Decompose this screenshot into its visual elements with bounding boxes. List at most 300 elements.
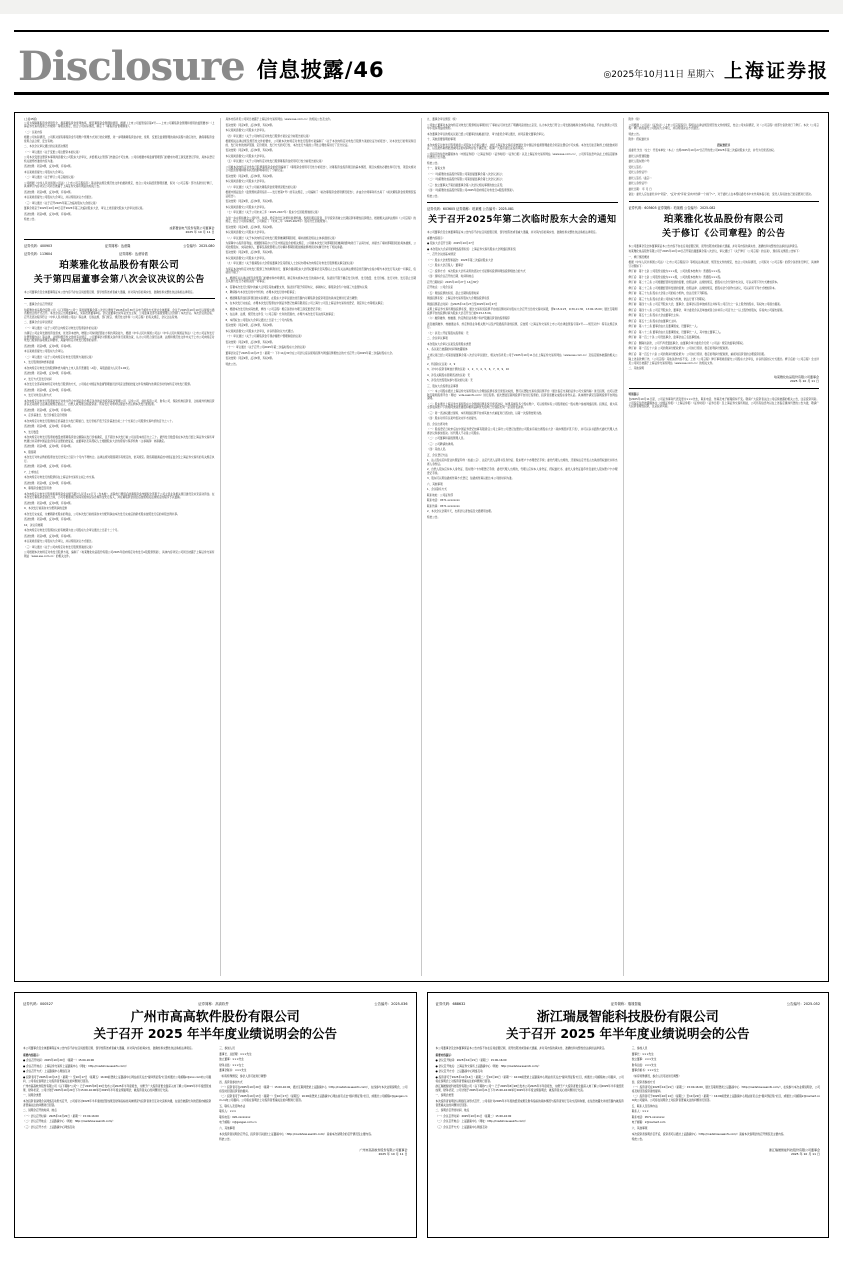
col4-para: 根据《中华人民共和国公司法》《上市公司章程指引》等相关法律法规、规范性文件的规定，结合公司实际情况，公司拟对《公司章程》的部分条款进行修订，具体修订对照如下： xyxy=(628,261,819,268)
bl-important-title: 重要内容提示： xyxy=(23,1053,42,1057)
stock-name-2: 证券简称：达意转债 xyxy=(118,251,148,256)
col2-para: 本议案尚需提交公司股东大会审议。 xyxy=(225,180,267,183)
col3-para: 五、会议登记方法 xyxy=(427,453,448,457)
col3-para: 本次董事会审议的相关议案已经公司董事会战略委员会、审计委员会审议通过，并同意提交董事会审议。 xyxy=(427,132,547,136)
br-rbody-para: 董事长：×××先生 xyxy=(631,1052,654,1056)
col1-section: （三）审议通过《关于公司向特定对象发行股票预案的议案》 xyxy=(24,545,95,549)
col3-para: 采用上海证券交易所网络投票系统，通过交易系统投票平台的投票时间为股东大会召开当日的交易时间段，即9:15-9:25、9:30-11:30、13:00-15:00；通过互联网投票平台的投票时间为股东大会召开当日的9:15-15:00。 xyxy=(427,308,618,315)
col1-section: 表决结果：同意9票，反对0票，弃权0票。 xyxy=(24,501,74,505)
col2-para: 本议案尚需提交公司股东大会审议。 xyxy=(225,256,267,260)
col4-para: 修订后：第一百五十六条 公司的利润分配政策为：公司实行连续、稳定的利润分配政策，重视对投资者的合理投资回报。 xyxy=(628,352,767,356)
col1-section: 本次向特定对象发行股票决议的有效期为自公司股东大会审议通过之日起十二个月。 xyxy=(24,529,120,532)
col2-para: 表决结果：同意9票，反对0票，弃权0票。 xyxy=(225,149,275,152)
col2-para: 根据中国证监会《监管规则适用指引——发行类第7号》的有关规定，公司编制了《前次募集资金使用情况报告》，并由会计师事务所出具了《前次募集资金使用情况鉴证报告》。 xyxy=(225,191,416,198)
bl-left-column xyxy=(23,1047,211,1157)
masthead-date: ◎2025年10月11日 星期六 xyxy=(603,70,714,80)
col4-announcement-title: 珀莱雅化妆品股份有限公司 xyxy=(663,213,784,225)
col4-para: 修订前：第四十八条 公司召开股东大会，董事会、监事会以及单独或者合并持有公司百分之一以上股份的股东，有权向公司提出提案。 xyxy=(628,303,783,306)
col4-para: 修订后：删除该条款，公司不再设置监事会，由董事会审计委员会行使《公司法》规定的监事会职权。 xyxy=(628,341,746,345)
col3-para: （七）涉及公开征集股东投票权：无 xyxy=(427,331,469,335)
col1-para: 二、本次会议审议通过的议案表决情况 xyxy=(24,145,69,148)
col4-para: 二、其他说明 xyxy=(628,367,645,370)
br-stock-code: 证券代码：688632 xyxy=(435,1002,466,1006)
col4-para: 修订前：第十七条 公司股份总数为×××股，公司的股本结构为：普通股×××股。 xyxy=(628,270,723,273)
col1-section: 本次发行全部采取向特定对象发行股票的方式，公司将在中国证券监督管理委员会同意注册的批复文件有效期内选择适当时机向特定对象发行股票。 xyxy=(24,383,193,386)
br-rbody-para: 独立董事：×××先生 xyxy=(631,1058,657,1062)
col1-section: 本次发行完成后，为兼顾新老股东的利益，公司本次发行前的滚存未分配利润由本次发行完成后的新老股东按照发行后的持股比例共享。 xyxy=(24,512,180,516)
col2-para: 董事会决定于2025年10月27日（星期一）下午14点30分在公司会议室以现场投票与网络投票相结合的方式召开公司2025年第二次临时股东大会。 xyxy=(225,351,395,355)
col1-announcement-subtitle: 关于第四届董事会第八次会议决议的公告 xyxy=(33,274,205,285)
col1-section: 表决结果：同意9票，反对0票，弃权0票。 xyxy=(24,425,74,428)
col1-para: 董事会同意于2025年10月28日召开2025年第三次临时股东大会，审议上述需提交股东大会审议的议案。 xyxy=(24,207,145,210)
col1-section: 本次向特定对象发行的股票将在上海证券交易所主板上市交易。 xyxy=(24,476,97,479)
col2-body xyxy=(226,118,417,366)
masthead-paper-name: 上海证券报 xyxy=(723,60,829,82)
column-4 xyxy=(623,118,825,976)
col3-para: （四）其他人员。 xyxy=(427,448,448,451)
col4-footer-text: 自2025年10月11日起，公司证券事务代表变更为×××先生，联系电话、传真及电子邮箱保持不变。敬请广大投资者关注公司后续披露的相关公告，注意投资风险。公司指定信息披露媒体为《中国证券报》《上海证券报》《证券时报》《证券日报》及上海证券交易所网站，公司所有信息均以在上述指定媒体刊登的公告为准，敬请广大投资者理性投资，注意投资风险。 xyxy=(628,398,819,408)
col3-announcement-title: 关于召开2025年第二次临时股东大会的通知 xyxy=(427,215,617,225)
bl-rbody-para: 本次投资者说明会召开后，投资者可以通过上证路演中心（http://roadshow.sseinfo.com/）查看本次说明会的召开情况及主要内容。 xyxy=(219,1132,374,1136)
col3-para: （三）投票方式：本次股东大会所采用的表决方式是现场投票和网络投票相结合的方式 xyxy=(427,269,526,273)
col2-para: 本议案尚需提交公司股东大会审议，并以特别决议方式通过。 xyxy=(225,329,296,333)
bl-body-para: （一）会议召开时间：2025年10月20日（星期一）15:00-16:00 xyxy=(23,1114,99,1118)
col3-para: 1、会议联系方式 xyxy=(427,488,447,491)
col3-para: （五）网络投票的系统、起止日期和投票时间 xyxy=(427,291,479,295)
col2-para: 表决结果：同意9票，反对0票，弃权0票。 xyxy=(225,357,275,360)
col4-para: 委托人签名（盖章）： xyxy=(628,176,654,180)
col3-para: （一）本公司股东通过上海证券交易所股东大会网络投票系统行使表决权的，既可以登陆交易系统投票平台（通过指定交易的证券公司交易终端）进行投票，也可以登陆互联网投票平台（网址：vote.sseinfo.com）进行投票。首次登陆互联网投票平台进行投票的，投资者需要完成股东身份认证。具体操作请见互联网投票平台网站说明。 xyxy=(427,390,618,400)
br-rbody-para: （一）投资者可在2025年10月21日（星期二）15:00-16:00，通过互联网登录上证路演中心（http://roadshow.sseinfo.com/），在线参与本次业绩说明会，公司将及时回答投资者的提问。 xyxy=(631,1086,820,1093)
col3-codes-text: 证券代码：603605 证券简称：珀莱雅 公告编号：2025-081 xyxy=(427,207,514,211)
col1-section: 本次向特定对象发行的股票种类为境内上市人民币普通股（A股），每股面值为人民币1.00元。 xyxy=(24,366,132,370)
br-rbody-para: 电子邮箱：ir@rssmart.com xyxy=(631,1121,666,1125)
col3-para: 召开日期时间：2025年10月27日 14点30分 xyxy=(427,280,479,284)
col3-para: 1、各议案已披露的时间和披露媒体 xyxy=(427,348,468,351)
col1-section: 为满足公司业务发展的资金需求，优化资本结构，增强公司持续经营能力和抗风险能力，根据《中华人民共和国公司法》《中华人民共和国证券法》《上市公司证券发行注册管理办法》等法律、法规和规范性文件的有关规定，公司董事会对照相关条件进行逐项自查，认为公司符合现行法律、法规和规范性文件中关于上市公司向特定对象发行股票的各项规定和要求，具备向特定对象发行股票的条件。 xyxy=(24,332,215,342)
bl-disclaimer: 本公司董事会及全体董事保证本公告内容不存在任何虚假记载、误导性陈述或者重大遗漏，并对其内容的真实性、准确性和完整性依法承担法律责任。 xyxy=(23,1047,195,1050)
col3-para: （三）公司聘请的律师。 xyxy=(427,442,456,446)
col2-para: 本议案尚需提交公司股东大会审议。 xyxy=(225,129,267,132)
col2-para: （九）审议通过《关于提请股东大会授权董事会及其授权人士全权办理本次向特定对象发行股票相关事宜的议案》 xyxy=(225,262,356,265)
br-left-column xyxy=(436,1047,624,1157)
col1-section: 9、本次发行前滚存未分配利润的安排 xyxy=(24,507,68,510)
col1-para: （二）审议通过《关于修订公司章程的议案》 xyxy=(24,176,76,179)
col3-para: 网络投票起止时间：自2025年10月27日至2025年10月27日 xyxy=(427,302,498,306)
col1-section: 本次向特定对象发行股票的发行对象为符合中国证监会规定条件的证券投资基金管理公司、证券公司、信托投资公司、财务公司、保险机构投资者、合格境外机构投资者以及其他符合法律法规规定的法人、自然人或其他合格投资者。所有发行对象均以现金方式认购本次发行的股票。 xyxy=(24,399,215,406)
br-rbody-para: （如有特殊情况，参会人员可能进行调整） xyxy=(631,1074,682,1078)
col4-para: 修订后：第十七条 公司股份总数为×××股，公司的股本结构为：普通股×××股。 xyxy=(628,275,723,279)
col4-para: 兹委托 先生（女士）代表本单位（本人）出席2025年10月27日召开的贵公司2025年第二次临时股东大会，并代为行使表决权。 xyxy=(628,149,777,152)
col1-para: 公司本次变更注册资本事项尚需提交公司股东大会审议，并经相关主管部门核准后方可生效。公司将根据市场监督管理部门的要求办理工商变更登记手续，具体以登记机关最终核准的内容为准。 xyxy=(24,156,215,163)
br-body-para: 二、说明会召开的时间、地点 xyxy=(435,1109,470,1113)
col3-para: 3、对中小投资者单独计票的议案：1、2、3、4、5、6、7、8、9、10 xyxy=(427,368,510,371)
col3-para: 4、涉及关联股东回避表决的议案：无 xyxy=(427,373,471,377)
col3-para: 一、召开会议的基本情况 xyxy=(427,253,456,256)
newspaper-page xyxy=(0,14,843,1268)
col3-security-codes xyxy=(427,207,618,212)
col2-para: 1、根据有关法律法规及监管部门的要求和市场情况，制定和实施本次发行的具体方案，包括但不限于确定发行时机、发行数量、发行价格、发行对象、发行起止日期及其他与发行方案相关的一切事宜； xyxy=(225,276,416,283)
col3-para: 3、股东可以用信函或传真方式登记，信函或传真以抵达本公司的时间为准。 xyxy=(427,477,515,480)
masthead xyxy=(14,14,829,95)
bl-bullet: ● 投资者可于2025年10月13日（星期一）至10月17日（星期五）16:00前登录上证路演中心网站首页点击"提问预征集"栏目或通过公司邮箱ir@xxx.com向公司提问，公司将在说明会上对投资者普遍关注的问题进行回答。 xyxy=(23,1075,212,1083)
col3-para: （三）独立董事关于第四届董事会第八次会议相关事项的独立意见； xyxy=(427,183,505,187)
bl-body-para: 二、说明会召开的时间、地点 xyxy=(23,1109,57,1113)
br-bullet: ● 会议召开时间：2025年10月21日（星期二）15:00-16:00 xyxy=(435,1059,507,1063)
bottom-right-announcement xyxy=(427,992,830,1238)
col1-section: 表决结果：同意9票，反对0票，弃权0票。 xyxy=(24,344,74,348)
col1-section: 1、发行股票的种类和面值 xyxy=(24,361,55,364)
col3-para: 公司独立董事对本次向特定对象发行股票相关事项进行了事前认可并发表了明确同意的独立意见，认为本次发行符合公司发展战略和全体股东利益，不存在损害公司及中小股东利益的情形。 xyxy=(427,123,618,130)
col3-para: 1、法人股东应持营业执照复印件（加盖公章）、法定代表人证明书及身份证、股东账户卡办理登记手续；委托代理人出席的，还须持法定代表人出具的授权委托书和出席人身份证。 xyxy=(427,459,618,466)
col1-section: 表决结果：同意9票，反对0票，弃权0票。 xyxy=(24,408,74,412)
br-rbody-para: 联系电话：0571-xxxxxxxx xyxy=(631,1115,665,1119)
column-2 xyxy=(220,118,422,976)
col2-para: 表决结果：同意9票，反对0票，弃权0票。 xyxy=(225,324,275,327)
col4-proxy-title: 授权委托书 xyxy=(717,143,731,147)
br-body-para: （三）会议召开方式：上证路演中心网络互动 xyxy=(435,1125,488,1129)
bl-body-para: 本次投资者说明会以网络互动形式召开，公司将针对2025年半年度的经营成果及财务指标的具体情况与投资者进行互动交流和沟通，在信息披露允许的范围内就投资者普遍关注的问题进行回答。 xyxy=(23,1099,212,1107)
col1-announcement-title: 珀莱雅化妆品股份有限公司 xyxy=(59,259,180,271)
col4-codes-text: 证券代码：603605 证券简称：珀莱雅 公告编号：2025-082 xyxy=(628,205,716,210)
col1-section: （二）审议通过《关于公司向特定对象发行股票方案的议案》 xyxy=(24,355,95,359)
bottom-announcements-row xyxy=(14,992,829,1238)
col1-signature-date: 2025 年 10 月 11 日 xyxy=(185,230,215,234)
col3-para: 特此公告。 xyxy=(427,515,440,519)
col2-para: 4、根据募集资金投资项目的实际情况，在股东大会审议通过的范围内对募集资金投资项目的具体安排进行适当调整； xyxy=(225,296,360,300)
col3-para: 四、会议出席对象 xyxy=(427,422,448,426)
bl-rbody-para: 财务总监：×××女士 xyxy=(219,1063,244,1067)
col1-section: 表决结果：同意9票，反对0票，弃权0票。 xyxy=(24,481,74,485)
col1-signature-company: 成都置信电气股份有限公司董事会 xyxy=(169,225,215,230)
br-bullet: ● 会议召开方式：上证路演中心网络互动 xyxy=(435,1070,483,1074)
col1-divider-1 xyxy=(24,239,215,240)
col3-para: 特此公告。 xyxy=(427,161,440,165)
col4-announcement-subtitle: 关于修订《公司章程》的公告 xyxy=(661,228,786,239)
bl-body-para: 一、说明会类型 xyxy=(23,1094,42,1098)
col1-sections xyxy=(24,303,215,558)
stock-code-2: 证券代码：113604 xyxy=(24,251,53,256)
bl-rbody-para: 四、投资者参加方式 xyxy=(219,1080,243,1084)
notice-number: 公告编号：2025-080 xyxy=(183,243,215,248)
col1-section: （一）审议通过《关于公司符合向特定对象发行股票条件的议案》 xyxy=(24,326,100,330)
col4-divider-2 xyxy=(629,388,820,389)
col4-body-2 xyxy=(629,245,820,371)
main-article-block xyxy=(14,112,829,982)
col4-para: 委托人持普通股数： xyxy=(628,154,652,158)
column-1 xyxy=(19,118,220,976)
br-body-para: 一、说明会类型 xyxy=(435,1094,454,1098)
col4-signature-company: 珀莱雅化妆品股份有限公司董事会 xyxy=(773,374,819,379)
bl-rbody-para: 三、参加人员 xyxy=(219,1047,235,1050)
col3-para: 十、其他需要说明的事项 xyxy=(427,138,456,141)
col1-section: 珀莱雅化妆品股份有限公司（以下简称"公司"）第四届董事会第八次会议通知于2025年9月30日以电子邮件方式送达全体董事，会议于2025年10月10日以现场与通讯相结合的方式召开。本次会议应出席董事9名，实际出席董事9名。会议由董事长侯军呈先生主持，公司监事及部分高级管理人员列席了本次会议。本次会议的召集、召开及表决程序符合《中华人民共和国公司法》等法律、行政法规、部门规章、规范性文件和《公司章程》的有关规定，会议合法有效。 xyxy=(24,308,215,319)
col4-para: 公司根据《公司法》《证券法》《上市公司章程指引》等相关法律法规及规范性文件的规定，结合公司实际情况，对《公司章程》的部分条款进行了修订。本次《公司章程》修订尚需提交公司股东大会审议，并以特别决议方式通过。 xyxy=(628,123,819,130)
bottom-left-announcement xyxy=(14,992,417,1238)
col1-para: 本议案尚需提交公司股东大会审议，并以特别决议方式通过。 xyxy=(24,196,95,199)
br-bullet: ● 会议召开地点：上海证券交易所上证路演中心（网址：http://roadshow.sseinfo.com/） xyxy=(435,1064,541,1068)
col2-para: （六）审议通过《关于公司前次募集资金使用情况报告的议案》 xyxy=(225,185,299,189)
col4-body xyxy=(629,118,820,197)
bl-body-para: 广州市高高软件股份有限公司（以下简称"公司"）已于2025年8月29日发布公司2025年半年度报告，为便于广大投资者更全面深入地了解公司2025年半年度经营成果、财务状况，公司计划于2025年10月20日下午15:00-16:00举行2025年半年度业绩说明会，就投资者关心的问题进行交流。 xyxy=(23,1085,212,1092)
col4-para: 一、修订情况概述 xyxy=(628,255,650,259)
col4-para: 委托日期： 年 月 日 xyxy=(628,187,652,191)
col4-para: 受托人签名： xyxy=(628,165,645,169)
br-right-column xyxy=(632,1047,820,1157)
bl-announcement-title: 关于召开 2025 年半年度业绩说明会的公告 xyxy=(93,1026,337,1041)
col1-signature xyxy=(24,226,215,235)
col1-continued-note: (上接45版) xyxy=(24,118,38,121)
col1-security-codes-1 xyxy=(24,244,215,249)
col3-para: 涉及融资融券、转融通业务、约定购回业务相关账户以及沪股通投资者的投票，应按照《上海证券交易所上市公司自律监管指引第1号——规范运作》等有关规定执行。 xyxy=(427,322,618,329)
bl-body-para: （三）会议召开方式：上证路演中心网络互动 xyxy=(23,1125,75,1129)
masthead-section-number: /46 xyxy=(344,58,385,82)
col1-para: 公司为保障募集资金使用安全，提高募集资金使用效率，规范募集资金管理和使用，根据《上市公司监管指引第2号——上市公司募集资金管理和使用的监管要求》《上海证券交易所股票上市规则》等相关规定，结合公司实际情况，制定了《募集资金管理制度》。 xyxy=(24,121,215,128)
col1-section: 表决结果：同意9票，反对0票，弃权0票。 xyxy=(24,465,74,468)
col4-para: 修订前：第三十九条 股东大会是公司的权力机构，依法行使下列职权。 xyxy=(628,292,710,295)
col2-para: 表决结果：同意9票，反对0票，弃权0票。 xyxy=(225,123,275,127)
br-signature xyxy=(632,1148,820,1157)
bl-signature-date: 2025 年 10 月 11 日 xyxy=(378,1152,408,1157)
col1-section: 表决结果：同意9票，反对0票，弃权0票。 xyxy=(24,388,74,392)
col3-para: （二）股东通过上海证券交易所股东大会网络投票系统行使表决权，如果其拥有多个股东账户，可以使用持有公司股票的任一股东账户参加网络投票。投票后，视为其全部股东账户下的相同类别普通股和相同品种优先股均已分别投出同一意见的表决票。 xyxy=(427,402,618,409)
bl-rbody-para: 董事会秘书：×××先生 xyxy=(219,1069,247,1073)
col1-section: 本议案尚需提交公司股东大会审议，并以特别决议方式通过。 xyxy=(24,540,95,543)
col3-para: 六、其他事项 xyxy=(427,482,443,486)
col4-para: 除上述条款修订外，《公司章程》其他条款内容不变。上述《公司章程》修订事项尚需提交公司股东大会审议，并以特别决议方式通过。修订后的《公司章程》全文详见公司同日披露于上海证券交易所网站（www.sse.com.cn）的相关文件。 xyxy=(628,358,819,365)
bl-rbody-para: 电子邮箱：ir@gaogao.com.cn xyxy=(219,1121,257,1125)
col3-body-2 xyxy=(427,231,618,519)
bl-right-column xyxy=(219,1047,407,1157)
col4-para: 修订前：第八十二条 董事会由九名董事组成，设董事长一人。 xyxy=(628,325,700,328)
col4-para: 修订后：第二十三条 公司根据经营和发展的需要，依照法律、法规的规定，经股东会分别作出决议，可以采用下列方式增加资本。 xyxy=(628,286,778,290)
col2-para: （四）审议通过《关于公司向特定对象发行股票方案论证分析报告的议案》 xyxy=(225,134,312,138)
col3-para: （二）《珀莱雅化妆品股份有限公司第四届监事会第七次会议决议》； xyxy=(427,178,505,181)
col1-section: 本次向特定对象发行股票拟募集资金总额不超过人民币××万元（含本数），扣除发行费用后的募集资金净额拟全部用于公司主营业务相关项目建设及补充流动资金。在本次发行募集资金到位之前，公司可根据项目实际进度情况以自筹资金先行投入，并在募集资金到位后按照相关法规规定的程序予以置换。 xyxy=(24,492,215,499)
col4-divider-1 xyxy=(629,201,820,202)
column-3 xyxy=(421,118,623,976)
col2-para: （七）审议通过《关于公司未来三年（2025-2027年）股东分红回报规划的议案》 xyxy=(225,211,321,214)
col3-para: 本次向特定对象发行股票尚需公司股东大会审议通过，并经上海证券交易所审核通过及中国证券监督管理委员会同意注册后方可实施。本次发行能否取得上述批准或同意，以及最终取得批准或同意的时间均存在不确定性，敬请广大投资者注意投资风险。 xyxy=(427,143,618,150)
col1-section: 表决结果：同意9票，反对0票，弃权0票。 xyxy=(24,518,74,521)
col1-disclaimer: 本公司董事会及全体董事保证本公告内容不存在任何虚假记载、误导性陈述或者重大遗漏，并对其内容的真实性、准确性和完整性依法承担法律责任。 xyxy=(24,290,196,294)
br-body-para: 本次投资者说明会以网络互动形式召开，公司将针对2025年半年度的经营成果及财务指标的具体情况与投资者进行互动交流和沟通，在信息披露允许的范围内就投资者普遍关注的问题进行回答。 xyxy=(435,1099,624,1107)
col4-para: 修订前：第五十二条 股东大会由董事长主持。 xyxy=(628,314,682,317)
col2-para: 7、在法律、法规、规范性文件及《公司章程》允许的范围内，办理与本次发行有关的其他事宜； xyxy=(225,313,337,316)
col2-para: 具体内容详见公司同日披露于上海证券交易所网站（www.sse.com.cn）的相关公告及文件。 xyxy=(225,118,333,121)
col3-para: （一）股东大会类型和届次：2025年第二次临时股东大会 xyxy=(427,258,494,262)
col1-section: 本次向特定对象发行股票的数量按照募集资金总额除以发行价格确定，且不超过本次发行前公司总股本的百分之三十。最终发行数量将在本次发行经上海证券交易所审核通过并获得中国证监会同意注册的批复后，由董事会及其授权人士根据股东大会的授权与保荐机构（主承销商）协商确定。 xyxy=(24,436,215,443)
col1-para: 特此公告。 xyxy=(24,218,37,221)
col1-section: 本次向特定对象发行股票的定价基准日为发行期首日，发行价格不低于定价基准日前二十个交易日公司股票交易均价的百分之八十。 xyxy=(24,419,175,423)
col2-para: （十）审议通过《关于公司募集资金专项存储账户管理制度的议案》 xyxy=(225,335,304,338)
col3-para: 联系传真：0571-xxxxxxxx xyxy=(427,504,460,508)
col1-body xyxy=(24,122,215,222)
bl-bullet: ● 会议召开方式：上证路演中心网络互动 xyxy=(23,1070,71,1074)
col2-para: 为进一步完善和健全公司科学、持续、稳定的分红决策和监督机制，积极回报投资者，引导投资者树立长期投资和理性投资理念，根据相关法律法规和《公司章程》的规定，结合公司实际情况，公司制定了《未来三年（2025-2027年）股东分红回报规划》。 xyxy=(225,216,416,223)
br-body-para: （一）会议召开时间：2025年10月21日（星期二）15:00-16:00 xyxy=(435,1114,512,1118)
col3-para: （四）《珀莱雅化妆品股份有限公司2025年度向特定对象发行A股股票预案》。 xyxy=(427,189,516,192)
col2-para: 表决结果：同意9票，反对0票，弃权0票。 xyxy=(225,225,275,229)
col2-para: 特此公告。 xyxy=(225,362,239,366)
bl-signature-company: 广州市高高软件股份有限公司董事会 xyxy=(359,1147,408,1152)
col4-para: 修订后：第四十八条 公司召开股东会，董事会、审计委员会以及单独或者合并持有公司百分之一以上股份的股东，有权向公司提出提案。 xyxy=(628,308,785,312)
col1-security-codes-2 xyxy=(24,252,215,257)
col1-section: 二、董事会会议审议情况 xyxy=(24,321,53,324)
col2-para: （五）审议通过《关于公司向特定对象发行股票募集资金使用可行性分析报告的议案》 xyxy=(225,160,325,163)
bl-rbody-para: （二）投资者可于2025年10月13日（星期一）至10月17日（星期五）16:00前登录上证路演中心网站首页点击"提问预征集"栏目，或通过公司邮箱ir@gaogao.com.cn向公司提问。公司将在说明会上对投资者普遍关注的问题进行回答。 xyxy=(219,1095,408,1102)
col1-para: 表决结果：同意9票，反对0票，弃权0票。 xyxy=(24,212,74,216)
col3-para: 十一、备查文件 xyxy=(427,167,446,170)
col3-para: 2、自然人股东应持本人身份证、股东账户卡办理登记手续；委托代理人出席的，代理人应持本人身份证、授权委托书、委托人身份证复印件及委托人股东账户卡办理登记手续。 xyxy=(427,468,618,475)
col4-para: 备注：委托人应在委托书中"同意"、"反对"或"弃权"意向中选择一个并打"√"，对于委托人在本授权委托书中未作具体指示的，受托人有权按自己的意愿进行表决。 xyxy=(628,193,814,196)
br-notice-number: 公告编号：2025-052 xyxy=(786,1002,820,1006)
col4-para: 附件：授权委托书 xyxy=(628,138,650,141)
col4-security-codes xyxy=(629,206,820,211)
br-rbody-para: 财务总监：×××先生 xyxy=(631,1063,657,1067)
col3-para: 2、特别决议议案：2、9 xyxy=(427,362,456,366)
col3-para: （四）股东对所有议案均表决完毕才能提交。 xyxy=(427,417,479,420)
bl-rbody-para: （一）投资者可在2025年10月20日（星期一）15:00-16:00，通过互联网登录上证路演中心（http://roadshow.sseinfo.com/），在线参与本次业绩说明会，公司将及时回答投资者的提问。 xyxy=(219,1086,408,1093)
br-signature-company: 浙江瑞晟智能科技股份有限公司董事会 xyxy=(768,1147,820,1152)
col1-para: 表决结果：同意9票，反对0票，弃权0票。 xyxy=(24,165,74,168)
bl-signature xyxy=(219,1148,407,1157)
col3-para: （一）《珀莱雅化妆品股份有限公司第四届董事会第八次会议决议》； xyxy=(427,172,505,176)
col3-para: 本公司董事会及全体董事保证本公告内容不存在任何虚假记载、误导性陈述或者重大遗漏，并对其内容的真实性、准确性和完整性依法承担法律责任。 xyxy=(427,231,599,234)
col4-footer-note xyxy=(629,393,820,409)
br-stock-name: 证券简称：瑞晟智能 xyxy=(610,1002,642,1006)
bl-rbody-para: 联系电话：020-xxxxxxxx xyxy=(219,1115,251,1119)
br-rbody-para: 六、其他事项 xyxy=(631,1126,648,1130)
col4-para: 修订后：第三十九条 股东会是公司的权力机构，依法行使下列职权。 xyxy=(628,297,708,301)
col3-para: （六）融资融券、转融通、约定购回业务账户和沪股通投资者的投票程序 xyxy=(427,317,510,320)
bl-security-codes xyxy=(23,1002,408,1007)
br-important-title: 重要内容提示： xyxy=(435,1053,454,1057)
col3-para: 本次股东大会审议议案及投票股东类型 xyxy=(427,342,472,346)
col2-para: 公司就本次向特定对象发行股票募集资金的使用编制了《募集资金使用可行性分析报告》，对募集资金投资项目的基本情况、项目实施的必要性和可行性、项目实施对公司经营管理和财务状况的影响等进行了分析论证。 xyxy=(225,165,416,172)
col4-para: 修订前：第一百五十六条 公司的利润分配政策为：公司实行连续、稳定的利润分配政策。 xyxy=(628,347,731,350)
bl-rbody-para: 独立董事：×××先生 xyxy=(219,1058,244,1062)
col4-para: 修订后：第五十二条 股东会由董事长主持。 xyxy=(628,319,679,323)
col2-para: 8、本授权自公司股东大会审议通过之日起十二个月内有效。 xyxy=(225,318,295,322)
col4-para: 委托人身份证号： xyxy=(628,182,650,185)
col1-para: （三）审议通过《关于召开2025年第三次临时股东大会的议案》 xyxy=(24,201,99,205)
col3-para: 公司指定的信息披露媒体为《中国证券报》《上海证券报》《证券时报》《证券日报》以及上海证券交易所网站（www.sse.com.cn），公司所有信息均以在上述指定媒体刊登的公告为准。 xyxy=(427,152,618,159)
col3-para: 上述议案已经公司第四届董事会第八次会议审议通过，相关内容详见公司于2025年10月11日在上海证券交易所网站（www.sse.com.cn）及指定媒体披露的相关公告。 xyxy=(427,353,618,360)
col1-section: 7、上市地点 xyxy=(24,470,39,474)
col2-para: 2、签署本次发行过程中的重大合同及其他重要文件，包括但不限于保荐协议、承销协议、募集资金专户存储三方监管协议等； xyxy=(225,285,370,289)
bl-bullet: ● 会议召开时间：2025年10月20日（星期一）15:00-16:00 xyxy=(23,1059,95,1063)
col4-signature-date: 2025 年 10 月 11 日 xyxy=(789,379,819,383)
col3-para: （四）现场会议召开的日期、时间和地点 xyxy=(427,275,474,278)
col1-section: 一、董事会会议召开情况 xyxy=(24,303,53,306)
br-rbody-para: 特此公告。 xyxy=(631,1138,645,1142)
col1-section: 2、发行方式及发行时间 xyxy=(24,377,52,381)
col2-para: 表决结果：同意9票，反对0票，弃权0票。 xyxy=(225,340,275,344)
col2-para: 表决结果：同意9票，反对0票，弃权0票。 xyxy=(225,251,275,254)
br-disclaimer: 本公司董事会及全体董事保证本公告内容不存在任何虚假记载、误导性陈述或者重大遗漏，并对其内容的真实性、准确性和完整性依法承担法律责任。 xyxy=(435,1047,607,1050)
col2-para: 为保障中小投资者利益，根据国务院办公厅及中国证监会的相关规定，公司就本次发行对即期回报摊薄的影响进行了认真分析，并提出了填补即期回报的具体措施，公司控股股东、实际控制人、董事及高级管理人员对填补即期回报措施能够得到切实履行作出了相关承诺。 xyxy=(225,242,416,249)
col1-section: 8、募集资金数量及用途 xyxy=(24,487,52,490)
br-security-codes xyxy=(436,1002,821,1007)
col3-para: 网络投票系统：上海证券交易所股东大会网络投票系统 xyxy=(427,297,490,300)
col2-para: 表决结果：同意9票，反对0票，弃权0票。 xyxy=(225,174,275,178)
col3-para: ● 股东大会召开日期：2025年10月27日 xyxy=(427,242,475,245)
col2-para: 根据相关法律法规及规范性文件的要求，公司就本次向特定对象发行股票方案编制了《关于本次向特定对象发行股票方案的论证分析报告》，对本次发行的背景和目的、发行对象的选择范围、定价原则、发行方式的可行性、本次发行方案的公平性合理性等进行了充分论证。 xyxy=(225,140,416,147)
col1-divider-2 xyxy=(24,298,215,299)
col2-para: 为保证本次向特定对象发行股票工作的顺利进行，董事会提请股东大会授权董事会及其授权人士在有关法律法规规定的范围内全权办理与本次发行有关的一切事宜，包括但不限于： xyxy=(225,267,416,274)
col2-para: 6、根据本次发行的实际结果，修改《公司章程》相应条款并办理工商变更登记手续； xyxy=(225,307,324,311)
bl-rbody-para: （如有特殊情况，参会人员可能进行调整） xyxy=(219,1074,269,1078)
col3-body xyxy=(427,118,618,198)
col1-para: 根据公司实际情况，公司拟对现有募集资金专项账户管理方式进行优化调整，进一步明确募集资金存放、使用、变更及监督管理的具体流程与责任划分，确保募集资金使用合法合规、安全有效。 xyxy=(24,136,215,143)
col3-para: 九、董事会审议情况（续） xyxy=(427,118,459,121)
col2-para: （十一）审议通过《关于召开公司2025年第二次临时股东大会的议案》 xyxy=(225,346,308,349)
col4-para: 受托人身份证号： xyxy=(628,171,650,174)
col1-section: 表决结果：同意9票，反对0票，弃权0票。 xyxy=(24,445,74,448)
bl-notice-number: 公告编号：2025-036 xyxy=(374,1002,408,1006)
col1-section: 10、决议有效期 xyxy=(24,523,43,527)
br-rbody-para: 本次投资者说明会召开后，投资者可以通过上证路演中心（http://roadshow.sseinfo.com/）查看本次说明会的召开情况及主要内容。 xyxy=(631,1132,786,1136)
br-announcement-title: 关于召开 2025 年半年度业绩说明会的公告 xyxy=(506,1026,750,1041)
br-body-para: （二）会议召开地点：上证路演中心（网址：http://roadshow.sseinfo.com/） xyxy=(435,1120,528,1124)
col3-para: 三、股东大会投票注意事项 xyxy=(427,384,459,388)
col1-section: 3、发行对象及认购方式 xyxy=(24,394,52,397)
col3-para: （一）股权登记日收市后在中国证券登记结算有限责任公司上海分公司登记在册的公司股东有权出席股东大会（具体情况详见下表），并可以以书面形式委托代理人出席会议和参加表决。该代理人不必是公司股东。 xyxy=(427,428,618,435)
masthead-chinese-title xyxy=(257,54,385,86)
bl-rbody-para: 五、联系人及咨询办法 xyxy=(219,1104,246,1108)
col1-para: 表决结果：同意9票，反对0票，弃权0票。 xyxy=(24,190,74,194)
col3-para: 2、本次会议会期半天，出席会议者食宿及交通费用自理。 xyxy=(427,510,494,513)
col3-para: 5、涉及优先股股东参与表决的议案：无 xyxy=(427,379,473,382)
br-rbody-para: 联系人：××× xyxy=(631,1110,649,1114)
br-rbody-para: 三、参加人员 xyxy=(631,1047,648,1050)
col3-divider-1 xyxy=(427,202,618,203)
col2-para: 本议案尚需提交公司股东大会审议。 xyxy=(225,154,267,158)
col2-para: 3、聘请参与本次发行的中介机构，办理本次发行的申报事宜； xyxy=(225,291,298,294)
col1-section: 本次发行对象认购的股票自发行结束之日起六个月内不得转让。法律法规对限售期另有规定的，依其规定。限售期届满后按中国证监会及上海证券交易所的有关规定执行。 xyxy=(24,456,215,463)
bl-rbody-para: 联系人：××× xyxy=(219,1110,237,1114)
masthead-top-rule xyxy=(14,30,829,32)
col3-para: （二）公司董事和高级管理人员。 xyxy=(427,437,466,440)
bl-rbody-para: 六、其他事项 xyxy=(219,1126,235,1130)
br-company-title: 浙江瑞晟智能科技股份有限公司 xyxy=(536,1010,719,1025)
col2-para: 本议案尚需提交公司股东大会审议。 xyxy=(225,231,267,234)
masthead-chinese-text: 信息披露 xyxy=(256,58,345,82)
col1-section: 公司根据本次向特定对象发行股票方案，编制了《珀莱雅化妆品股份有限公司2025年度向特定对象发行A股股票预案》，具体内容详见公司同日披露于上海证券交易所网站（www.sse.com.cn）的相关文件。 xyxy=(24,551,215,558)
masthead-disclosure-word: Disclosure xyxy=(18,43,245,90)
bl-company-title: 广州市高高软件股份有限公司 xyxy=(130,1010,300,1025)
col4-para: 本公司董事会及全体董事保证本公告内容不存在任何虚假记载、误导性陈述或者重大遗漏，并对其内容的真实性、准确性和完整性依法承担法律责任。 xyxy=(628,244,800,248)
stock-name: 证券简称：达意隆 xyxy=(104,243,131,248)
col4-para: 修订前：第一百二十条 公司设监事会，监事会由三名监事组成。 xyxy=(628,336,702,339)
col4-para: 珀莱雅化妆品股份有限公司于2025年10月10日召开第四届董事会第八次会议，审议通过了《关于修订〈公司章程〉的议案》，现将有关情况公告如下： xyxy=(628,250,802,253)
col1-para: （一）审议通过《关于变更公司注册资本的议案》 xyxy=(24,150,82,154)
br-signature-date: 2025 年 10 月 11 日 xyxy=(790,1152,820,1157)
br-rbody-para: 四、投资者参加方式 xyxy=(631,1080,656,1084)
col3-para: （二）股东大会召集人：董事会 xyxy=(427,264,464,267)
col1-section: 表决结果：同意9票，反对0票，弃权0票。 xyxy=(24,372,74,375)
bl-bullet: ● 会议召开地点：上海证券交易所上证路演中心（网址：http://roadshow.sseinfo.com/） xyxy=(23,1064,129,1068)
bl-body-para: （二）会议召开地点：上证路演中心（网址：http://roadshow.sseinfo.com/） xyxy=(23,1120,115,1124)
page-content xyxy=(14,112,829,1254)
bl-rbody-para: 特此公告。 xyxy=(219,1138,233,1142)
col4-signature xyxy=(629,375,820,384)
col1-section: 5、发行数量 xyxy=(24,430,39,434)
col1-section: 本议案尚需提交公司股东大会审议。 xyxy=(24,350,66,353)
col3-para: （三）同一表决权通过现场、本所网络投票平台或其他方式重复进行表决的，以第一次投票结果为准。 xyxy=(427,411,544,415)
col1-section: 表决结果：同意9票，反对0票，弃权0票。 xyxy=(24,534,74,538)
